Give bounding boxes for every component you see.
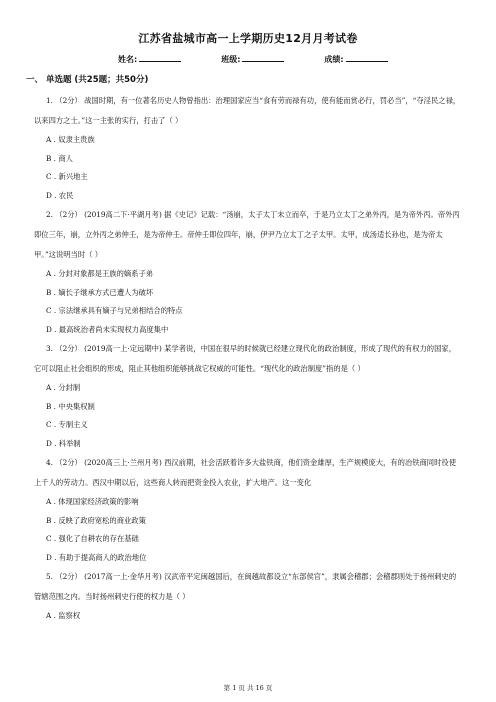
- class-blank[interactable]: [242, 53, 284, 62]
- option-d[interactable]: D . 有助于提高商人的政治地位: [46, 552, 147, 562]
- name-label: 姓名:: [118, 55, 138, 64]
- score-field[interactable]: [324, 53, 387, 65]
- question-1: [0, 91, 496, 205]
- question-stem: 5. （2分） (2017高一上·金华月考) 汉武帝平定闽越国后，在闽越故都设立“东部侯官”，隶属会稽郡；会稽郡则处于扬州刺史的管辖范围之内。当时扬州刺史行使的权力是（ ）: [34, 572, 457, 601]
- option-c[interactable]: C . 专制主义: [46, 420, 88, 429]
- option-c[interactable]: C . 新兴地主: [46, 172, 88, 181]
- option-d[interactable]: D . 农民: [46, 190, 74, 200]
- option-b[interactable]: B . 商人: [46, 153, 73, 163]
- name-blank[interactable]: [139, 53, 181, 62]
- question-stem: 4. （2分） (2020高三上·兰州月考) 西汉前期，社会活跃着许多大盐铁商，他们资金雄厚，生产规模庞大，有的冶铁商同时役使上千人的劳动力。西汉中期以后，这些商人转而把资金投入农业，扩大地产。这一变化: [34, 458, 456, 487]
- option-b[interactable]: B . 嫡长子继承方式已遭人为破坏: [46, 287, 154, 297]
- option-a[interactable]: A . 监察权: [46, 611, 81, 620]
- student-info-row: [118, 53, 388, 65]
- question-list: [0, 91, 496, 626]
- question-stem: 3. （2分） (2019高一上·定远期中) 某学者说，中国在很早的时候就已经建立现代化的政治制度，形成了现代的有权力的国家，它可以阻止社会组织的形成，阻止其他组织能够挑战它权威的可能性。“现代化的政治制度”指的是（ ）: [34, 344, 456, 373]
- option-b[interactable]: B . 反映了政府宽松的商业政策: [46, 515, 146, 525]
- option-a[interactable]: A . 分封对象都是王族的嫡系子弟: [46, 269, 154, 278]
- option-d[interactable]: D . 科举制: [46, 438, 81, 448]
- option-d[interactable]: D . 最高统治者尚未实现权力高度集中: [46, 324, 169, 334]
- option-c[interactable]: C . 强化了自耕农的存在基础: [46, 534, 139, 543]
- question-stem: 1. （2分） 战国时期，有一位著名历史人物曾指出：治理国家应当“食有劳而禄有功，使有能而赏必行，罚必当”，“夺淫民之禄，以来四方之士。”这一主张的实行，打击了（ ）: [34, 96, 461, 125]
- option-c[interactable]: C . 宗法继承具有嫡子与兄弟相结合的特点: [46, 306, 183, 315]
- question-4: [0, 453, 496, 567]
- option-b[interactable]: B . 中央集权制: [46, 401, 95, 411]
- class-field[interactable]: [221, 53, 284, 65]
- question-stem: 2. （2分） (2019高二下·平湖月考) 据《史记》记载：“汤崩，太子太丁未立而卒，于是乃立太丁之弟外丙，是为帝外丙。帝外丙即位三年，崩，立外丙之弟仲壬，是为帝仲壬。帝仲壬即位四年，崩，伊尹乃立太丁之子太甲。太甲，成汤适长孙也，是为帝太甲。”这说明当时（ ）: [34, 210, 460, 259]
- question-3: [0, 339, 496, 453]
- score-blank[interactable]: [346, 53, 388, 62]
- section-heading: 一、 单选题 (共25题；共50分): [26, 75, 149, 85]
- class-label: 班级:: [221, 55, 241, 64]
- question-5: [0, 567, 496, 626]
- score-label: 成绩:: [324, 55, 344, 64]
- question-2: [0, 205, 496, 339]
- option-a[interactable]: A . 体现国家经济政策的影响: [46, 497, 139, 506]
- page-title: 江苏省盐城市高一上学期历史12月月考试卷: [138, 32, 358, 45]
- option-a[interactable]: A . 分封制: [46, 383, 81, 392]
- page-footer: 第 1 页 共 16 页: [223, 684, 273, 692]
- name-field[interactable]: [118, 53, 181, 65]
- option-a[interactable]: A . 奴隶主贵族: [46, 135, 95, 144]
